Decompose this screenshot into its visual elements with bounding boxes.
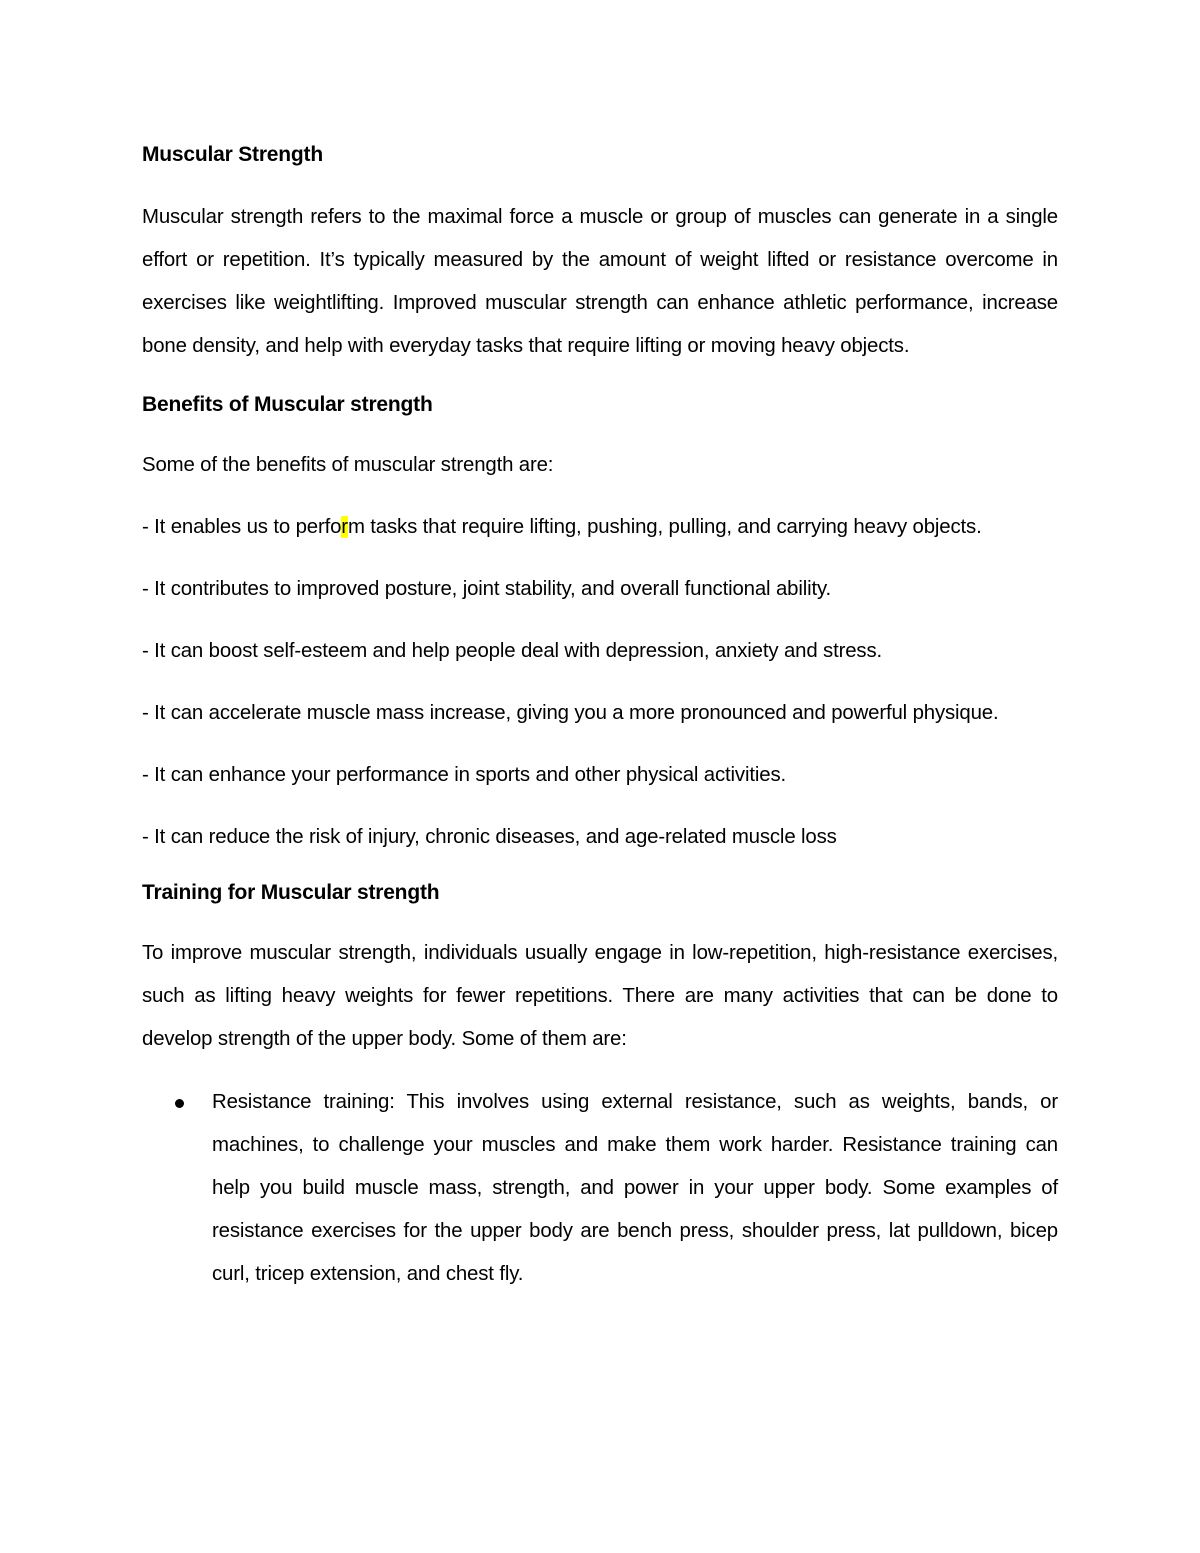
heading-benefits: Benefits of Muscular strength [142, 393, 433, 416]
benefits-list [142, 506, 1058, 859]
paragraph-muscular-strength-definition: Muscular strength refers to the maximal force a muscle or group of muscles can generate in a single effort or repetition. It’s typically measured by the amount of weight lifted or resistance overcome in exercises like weightlifting. Improved muscular strength can enhance athletic performance, increase bone density, and help with everyday tasks that require lifting or moving heavy objects. [142, 206, 1058, 357]
heading-muscular-strength: Muscular Strength [142, 143, 323, 166]
bullet-icon [175, 1099, 184, 1108]
benefit-item [142, 506, 1058, 549]
benefit-item: - It can reduce the risk of injury, chronic diseases, and age-related muscle loss [142, 826, 837, 848]
bullet-text-resistance-training: Resistance training: This involves using external resistance, such as weights, bands, or machines, to challenge your muscles and make them work harder. Resistance training can help you build muscle mass, strength, and power in your upper body. Some examples of resistance exercises for the upper body are bench press, shoulder press, lat pulldown, bicep curl, tricep extension, and chest fly. [212, 1091, 1058, 1285]
list-item [142, 1081, 1058, 1296]
highlighted-text: r [341, 516, 348, 538]
paragraph-benefits-intro: Some of the benefits of muscular strength are: [142, 454, 554, 476]
training-bullet-list [142, 1081, 1058, 1296]
benefit-item: - It contributes to improved posture, joint stability, and overall functional ability. [142, 578, 832, 600]
benefit-item: - It can accelerate muscle mass increase, giving you a more pronounced and powerful physique. [142, 702, 999, 724]
heading-training: Training for Muscular strength [142, 881, 440, 904]
document-page [142, 137, 1058, 1296]
benefit-item-text: m tasks that require lifting, pushing, pulling, and carrying heavy objects. [347, 516, 982, 538]
benefit-item-text: - It enables us to perfo [142, 516, 342, 538]
benefit-item: - It can boost self-esteem and help people deal with depression, anxiety and stress. [142, 640, 883, 662]
paragraph-training: To improve muscular strength, individuals usually engage in low-repetition, high-resistance exercises, such as lifting heavy weights for fewer repetitions. There are many activities that can be done to develop strength of the upper body. Some of them are: [142, 942, 1058, 1050]
benefit-item: - It can enhance your performance in sports and other physical activities. [142, 764, 786, 786]
